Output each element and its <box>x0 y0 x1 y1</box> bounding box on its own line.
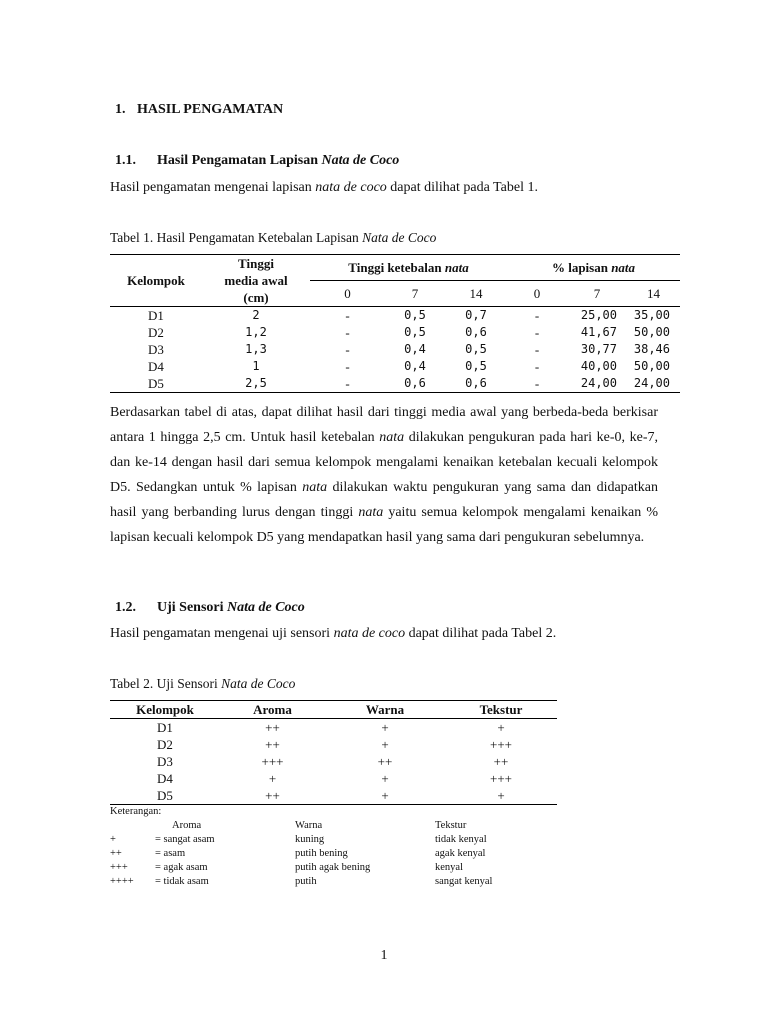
legend-aroma: = sangat asam <box>155 834 215 845</box>
table-row <box>110 307 680 325</box>
legend-aroma: = asam <box>155 848 186 859</box>
legend-col-aroma: Aroma <box>172 820 202 831</box>
cell-p14: 50,00 <box>633 325 670 339</box>
cell-warna: + <box>381 720 389 735</box>
cell-aroma: ++ <box>265 720 280 735</box>
para-text: dilakukan pengukuran pada hari ke-0, ke-7, dan ke-14 dengan hasil dari semua kelompok mengalami kenaikan ketebalan kecuali kelompok D5. Sedangkan untuk % lapisan <box>110 430 658 495</box>
subsection-heading-1-1 <box>115 153 399 169</box>
caption-text: Tabel 2. Uji Sensori <box>110 676 222 691</box>
cell-tekstur: ++ <box>493 754 509 769</box>
th-day: 14 <box>627 281 680 307</box>
intro-italic: nata de coco <box>315 180 387 195</box>
cell-kelompok: D3 <box>148 342 164 357</box>
legend-tekstur: agak kenyal <box>435 848 486 859</box>
cell-k0: - <box>345 308 350 323</box>
para-text: Berdasarkan tabel di atas, dapat dilihat hasil dari tinggi media awal yang berbeda-beda berkisar antara 1 hingga 2,5 cm. Untuk hasil ketebalan <box>110 405 658 445</box>
page-number: 1 <box>380 948 388 963</box>
table-row <box>110 753 557 770</box>
cell-tinggi: 2,5 <box>202 375 310 393</box>
legend-aroma: = tidak asam <box>155 876 209 887</box>
th-lapisan-text: % lapisan <box>551 260 612 275</box>
th-aroma: Aroma <box>220 701 325 719</box>
subsection-heading-1-2 <box>115 600 305 616</box>
th-day: 14 <box>445 281 507 307</box>
cell-warna: ++ <box>377 754 393 769</box>
cell-kelompok: D4 <box>148 359 164 374</box>
cell-tekstur: + <box>445 787 557 805</box>
cell-p7: 30,77 <box>580 342 617 356</box>
cell-p14: 24,00 <box>627 375 680 393</box>
caption-italic: Nata de Coco <box>362 230 437 245</box>
legend-tekstur: kenyal <box>435 862 463 873</box>
legend-warna: kuning <box>295 834 325 845</box>
cell-p0: - <box>534 308 540 323</box>
legend-warna: putih <box>295 876 317 887</box>
cell-p0: - <box>534 342 540 357</box>
subsection-title: Hasil Pengamatan Lapisan <box>157 153 322 168</box>
cell-p0: - <box>507 375 567 393</box>
cell-kelompok: D5 <box>110 375 202 393</box>
legend-title: Keterangan: <box>110 806 162 817</box>
section-heading <box>115 102 283 118</box>
table-row <box>110 719 557 737</box>
cell-p14: 50,00 <box>633 359 670 373</box>
legend-symbol: +++ <box>110 862 128 873</box>
cell-kelompok: D3 <box>157 754 173 769</box>
th-day: 7 <box>385 281 445 307</box>
section-number: 1. <box>115 102 126 117</box>
cell-warna: + <box>325 787 445 805</box>
cell-tinggi: 1,2 <box>245 325 267 339</box>
caption-text: Tabel 1. Hasil Pengamatan Ketebalan Lapisan <box>110 230 363 245</box>
table-row <box>110 787 557 805</box>
cell-k7: 0,6 <box>385 375 445 393</box>
th-lapisan-italic: nata <box>611 260 636 275</box>
cell-aroma: +++ <box>261 754 284 769</box>
cell-k0: - <box>310 375 385 393</box>
cell-tekstur: +++ <box>490 737 512 752</box>
cell-p7: 41,67 <box>580 325 617 339</box>
table-row <box>110 375 680 393</box>
cell-tekstur: + <box>497 720 505 735</box>
section-title: HASIL PENGAMATAN <box>137 102 284 117</box>
intro-text-end: dapat dilihat pada Tabel 1. <box>386 180 538 195</box>
table2-sensory <box>110 700 557 805</box>
th-tekstur: Tekstur <box>445 701 557 719</box>
para-text: yaitu semua kelompok mengalami kenaikan % lapisan kecuali kelompok D5 yang mendapatkan hasil yang sama dari pengukuran sebelumnya. <box>110 505 658 545</box>
cell-warna: + <box>381 771 389 786</box>
cell-p14: 38,46 <box>633 342 670 356</box>
para-text: dilakukan waktu pengukuran yang sama dan didapatkan hasil yang berbanding lurus dengan tinggi <box>110 480 658 520</box>
cell-kelompok: D1 <box>148 308 164 323</box>
legend-tekstur: sangat kenyal <box>435 876 493 887</box>
legend-warna: putih agak bening <box>295 862 371 873</box>
legend-col-warna: Warna <box>295 820 323 831</box>
th-kelompok: Kelompok <box>110 701 220 719</box>
th-lapisan <box>507 255 680 281</box>
intro-text: Hasil pengamatan mengenai uji sensori <box>110 626 334 641</box>
intro-italic: nata de coco <box>333 626 406 641</box>
cell-k14: 0,6 <box>465 325 487 339</box>
subsection-title-italic: Nata de Coco <box>321 153 400 168</box>
cell-k7: 0,4 <box>404 359 426 373</box>
subsection-title-italic: Nata de Coco <box>227 600 305 615</box>
table1-caption <box>110 230 436 246</box>
cell-tinggi: 1,3 <box>245 342 267 356</box>
table1-thickness <box>110 254 680 393</box>
intro-text: Hasil pengamatan mengenai lapisan <box>110 180 316 195</box>
para-italic: nata <box>358 505 384 520</box>
cell-p7: 24,00 <box>567 375 627 393</box>
cell-kelompok: D2 <box>157 737 173 752</box>
th-day: 0 <box>507 281 567 307</box>
cell-aroma: + <box>268 771 277 786</box>
th-tinggi-ketebalan <box>310 255 507 281</box>
cell-kelompok: D1 <box>157 720 173 735</box>
subsection-number: 1.1. <box>115 153 136 168</box>
legend-aroma: = agak asam <box>155 862 208 873</box>
cell-k14: 0,6 <box>445 375 507 393</box>
cell-kelompok: D5 <box>110 787 220 805</box>
cell-k0: - <box>345 325 350 340</box>
table-row <box>110 358 680 375</box>
th-day: 7 <box>567 281 627 307</box>
legend-symbol: + <box>110 834 116 845</box>
cell-k7: 0,4 <box>404 342 426 356</box>
legend-warna: putih bening <box>295 848 348 859</box>
cell-k0: - <box>345 342 350 357</box>
th-kelompok: Kelompok <box>110 255 202 307</box>
intro-text-end: dapat dilihat pada Tabel 2. <box>405 626 557 641</box>
legend-symbol: ++ <box>110 848 122 859</box>
subsection-title: Uji Sensori <box>157 600 227 615</box>
cell-k7: 0,5 <box>404 308 426 322</box>
cell-aroma: ++ <box>265 737 280 752</box>
cell-p14: 35,00 <box>633 308 670 322</box>
cell-warna: + <box>381 737 389 752</box>
legend-symbol: ++++ <box>110 876 134 887</box>
th-tinggi-media: Tinggi media awal (cm) <box>202 255 310 307</box>
table-row <box>110 770 557 787</box>
cell-k14: 0,5 <box>465 342 487 356</box>
table2-caption <box>110 676 295 692</box>
para-italic: nata <box>379 430 405 445</box>
cell-kelompok: D2 <box>148 325 164 340</box>
table-row <box>110 324 680 341</box>
cell-aroma: ++ <box>220 787 325 805</box>
cell-kelompok: D4 <box>157 771 173 786</box>
cell-k0: - <box>345 359 350 374</box>
intro-paragraph-1 <box>110 180 538 196</box>
table-row <box>110 341 680 358</box>
cell-p7: 25,00 <box>580 308 617 322</box>
th-ketebalan-text: Tinggi ketebalan <box>348 260 445 275</box>
cell-k14: 0,5 <box>465 359 487 373</box>
table-row <box>110 736 557 753</box>
th-day: 0 <box>310 281 385 307</box>
th-ketebalan-italic: nata <box>444 260 469 275</box>
cell-k14: 0,7 <box>465 308 487 322</box>
para-italic: nata <box>302 480 328 495</box>
cell-p0: - <box>534 325 540 340</box>
subsection-number: 1.2. <box>115 600 136 615</box>
cell-p0: - <box>534 359 540 374</box>
cell-k7: 0,5 <box>404 325 426 339</box>
caption-italic: Nata de Coco <box>221 676 296 691</box>
legend-tekstur: tidak kenyal <box>435 834 487 845</box>
intro-paragraph-2 <box>110 626 556 642</box>
discussion-paragraph <box>110 400 658 550</box>
legend-col-tekstur: Tekstur <box>435 820 467 831</box>
cell-tekstur: +++ <box>490 771 512 786</box>
cell-tinggi: 2 <box>252 308 260 322</box>
cell-tinggi: 1 <box>252 359 260 373</box>
cell-p7: 40,00 <box>580 359 617 373</box>
th-warna: Warna <box>325 701 445 719</box>
